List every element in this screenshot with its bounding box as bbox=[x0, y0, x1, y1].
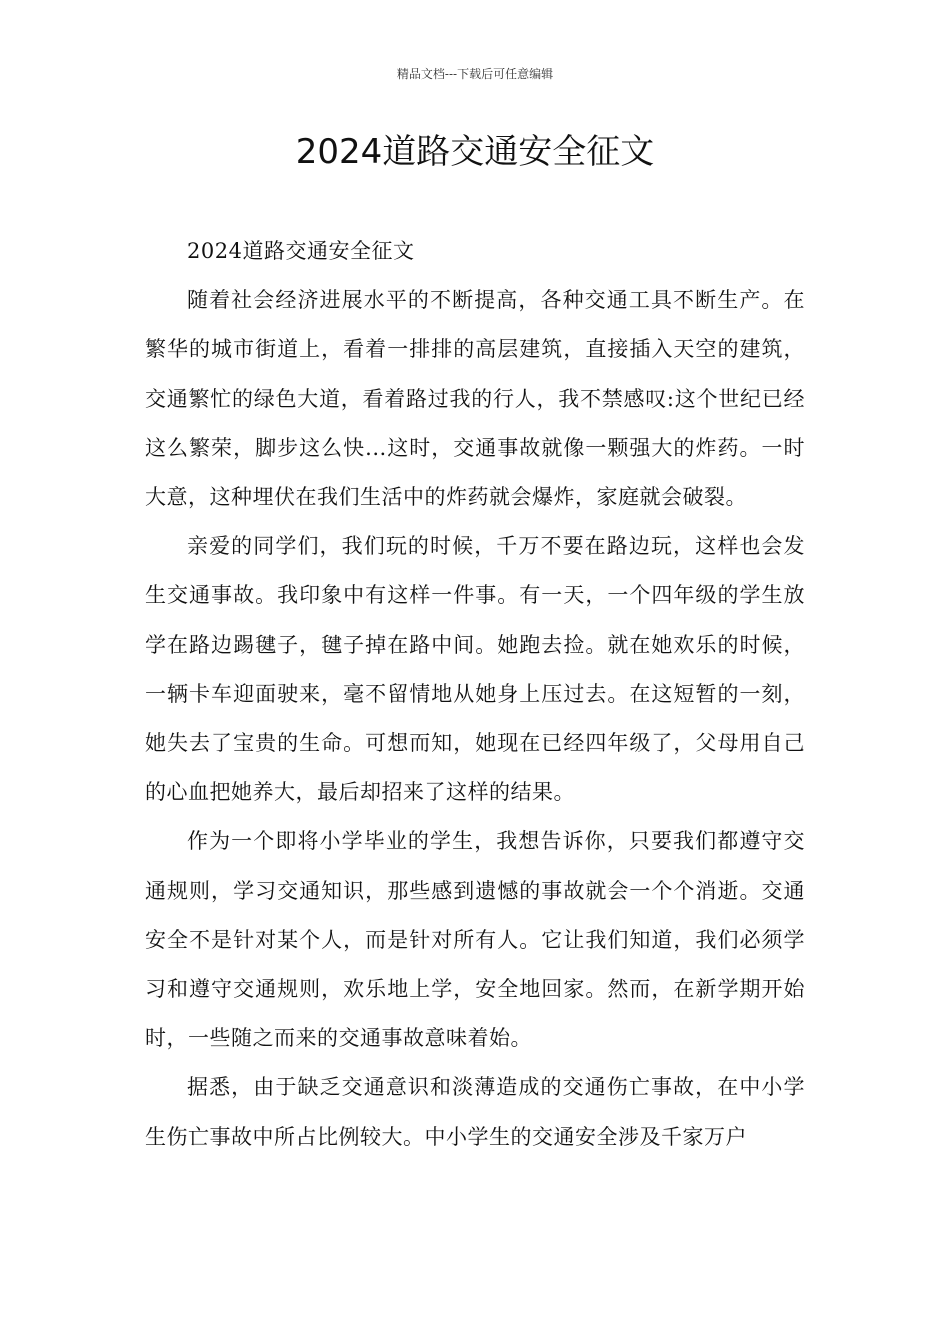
document-title: 2024道路交通安全征文 bbox=[295, 132, 655, 172]
header-note: 精品文档---下载后可任意编辑 bbox=[396, 67, 554, 81]
paragraph: 2024道路交通安全征文 bbox=[187, 239, 415, 263]
paragraph: 据悉，由于缺乏交通意识和淡薄造成的交通伤亡事故，在中小学生伤亡事故中所占比例较大。中小学生的交通安全涉及千家万户 bbox=[145, 1075, 805, 1149]
paragraph: 随着社会经济进展水平的不断提高，各种交通工具不断生产。在繁华的城市街道上，看着一排排的高层建筑，直接插入天空的建筑，交通繁忙的绿色大道，看着路过我的行人，我不禁感叹:这个世纪已经这么繁荣，脚步这么快...这时，交通事故就像一颗强大的炸药。一时大意，这种埋伏在我们生活中的炸药就会爆炸，家庭就会破裂。 bbox=[145, 288, 805, 510]
document-body bbox=[145, 227, 805, 1162]
paragraph: 作为一个即将小学毕业的学生，我想告诉你，只要我们都遵守交通规则，学习交通知识，那些感到遗憾的事故就会一个个消逝。交通安全不是针对某个人，而是针对所有人。它让我们知道，我们必须学习和遵守交通规则，欢乐地上学，安全地回家。然而，在新学期开始时，一些随之而来的交通事故意味着始。 bbox=[145, 829, 805, 1051]
paragraph: 亲爱的同学们，我们玩的时候，千万不要在路边玩，这样也会发生交通事故。我印象中有这样一件事。有一天，一个四年级的学生放学在路边踢毽子，毽子掉在路中间。她跑去捡。就在她欢乐的时候，一辆卡车迎面驶来，毫不留情地从她身上压过去。在这短暂的一刻，她失去了宝贵的生命。可想而知，她现在已经四年级了，父母用自己的心血把她养大，最后却招来了这样的结果。 bbox=[145, 534, 805, 805]
